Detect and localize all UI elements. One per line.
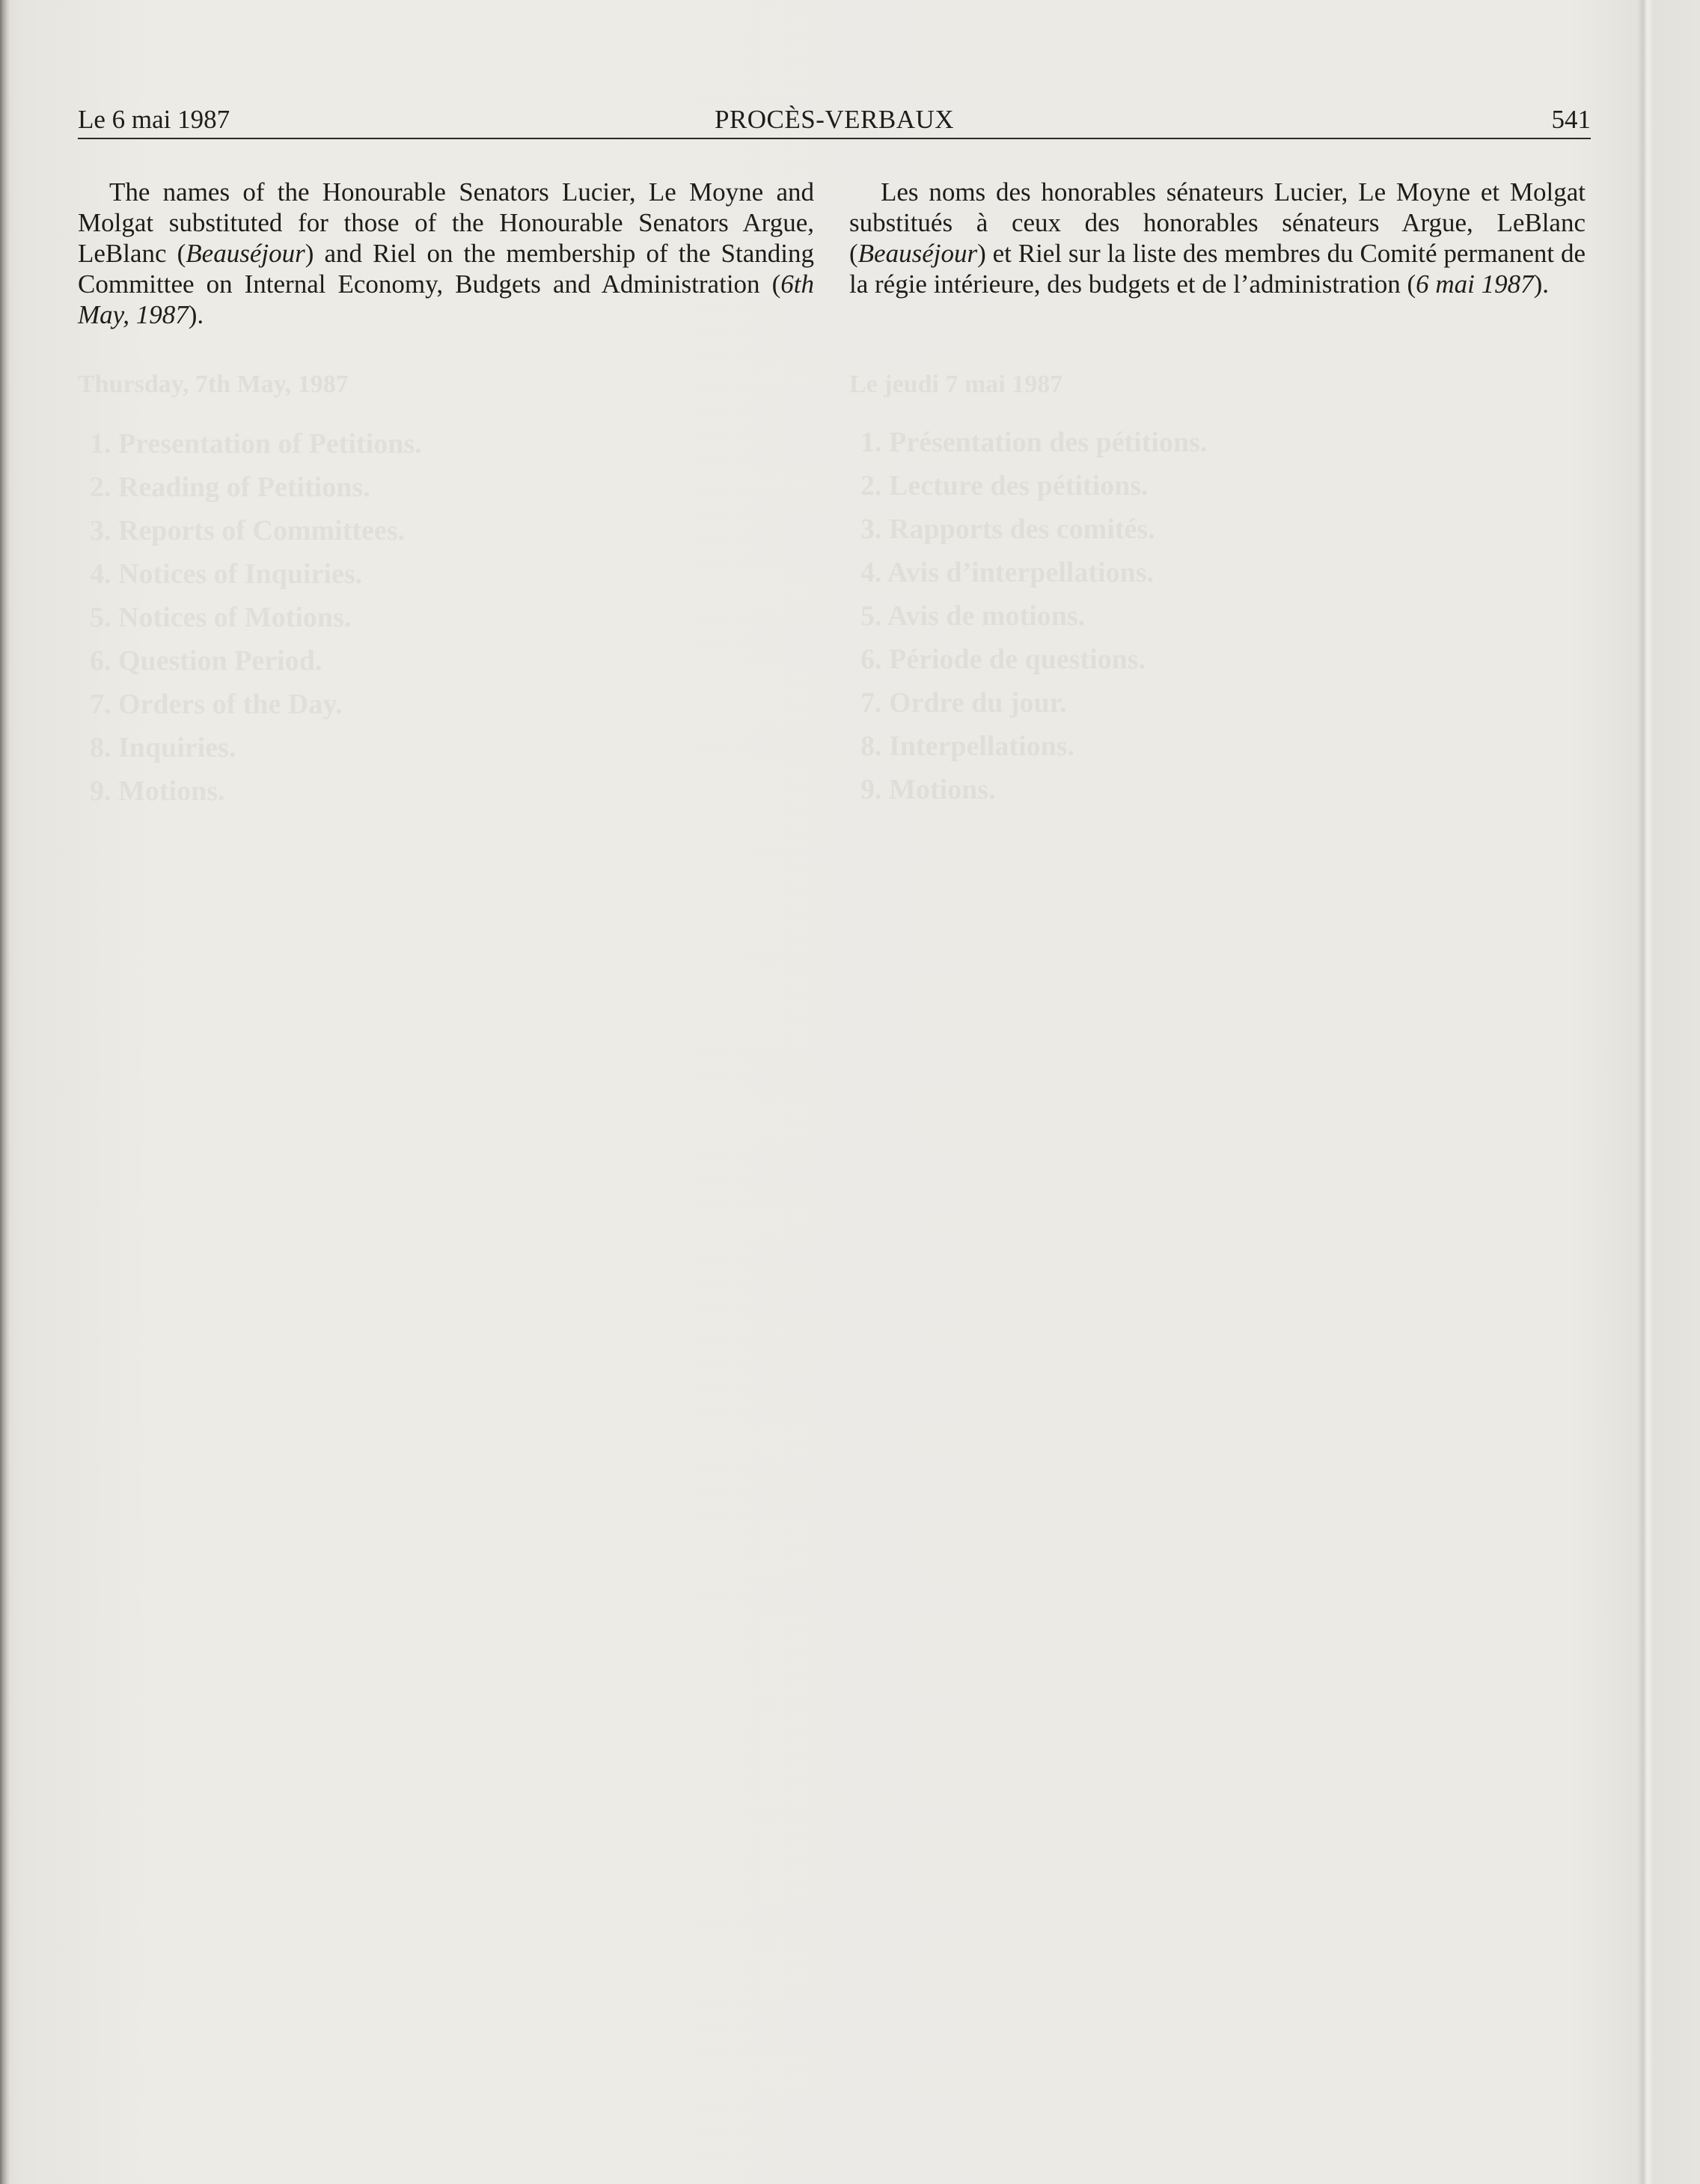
french-italic-date: 6 mai 1987	[1416, 269, 1534, 299]
bleed-through-list-item: 8. Inquiries.	[90, 732, 236, 763]
french-text-mid: ) et Riel sur la liste des membres du Comité permanent de la régie intérieure, des budgets et de l’administration (	[849, 239, 1586, 299]
french-italic-riding: Beauséjour	[857, 239, 978, 268]
bleed-through-french-date: Le jeudi 7 mai 1987	[849, 370, 1063, 398]
header-date: Le 6 mai 1987	[78, 105, 230, 134]
english-column	[78, 177, 814, 330]
french-column	[849, 177, 1586, 299]
bleed-through-french-list	[860, 421, 1207, 811]
bleed-through-list-item: 4. Avis d’interpellations.	[860, 557, 1154, 588]
english-text-start: The names of the Honourable Senators Lucier, Le Moyne and Molgat substituted for those of the Honourable Senators Argue, LeBlanc (	[78, 177, 814, 268]
bleed-through-list-item: 2. Reading of Petitions.	[90, 472, 370, 503]
english-italic-date: 6th May, 1987	[78, 269, 814, 329]
english-text-mid: ) and Riel on the membership of the Standing Committee on Internal Economy, Budgets and Administration (	[78, 239, 814, 299]
bleed-through-list-item: 9. Motions.	[860, 774, 996, 805]
bleed-through-list-item: 3. Rapports des comités.	[860, 513, 1155, 545]
bleed-through-english-list	[90, 422, 422, 813]
bleed-through-list-item: 1. Présentation des pétitions.	[860, 427, 1208, 458]
page-fold-shadow	[1637, 0, 1654, 2184]
bleed-through-english-date: Thursday, 7th May, 1987	[78, 370, 349, 398]
bleed-through-list-item: 6. Période de questions.	[860, 644, 1146, 675]
english-italic-riding: Beauséjour	[186, 239, 305, 268]
binding-spine	[0, 0, 10, 2184]
header-rule	[78, 138, 1591, 139]
bleed-through-list-item: 6. Question Period.	[90, 645, 322, 677]
french-paragraph	[849, 177, 1586, 299]
bleed-through-list-item: 9. Motions.	[90, 775, 225, 807]
english-paragraph	[78, 177, 814, 330]
bleed-through-list-item: 8. Interpellations.	[860, 730, 1075, 762]
french-text-start: Les noms des honorables sénateurs Lucier, Le Moyne et Molgat substitués à ceux des honorables sénateurs Argue, LeBlanc (	[849, 177, 1586, 268]
page-number: 541	[1551, 105, 1591, 134]
running-header	[78, 102, 1591, 138]
bleed-through-list-item: 4. Notices of Inquiries.	[90, 558, 363, 590]
bleed-through-list-item: 7. Ordre du jour.	[860, 687, 1067, 719]
bleed-through-list-item: 5. Avis de motions.	[860, 600, 1086, 632]
english-text-end: ).	[188, 300, 204, 329]
bleed-through-list-item: 3. Reports of Committees.	[90, 515, 406, 546]
bleed-through-list-item: 1. Presentation of Petitions.	[90, 428, 422, 460]
bleed-through-list-item: 2. Lecture des pétitions.	[860, 470, 1149, 501]
bleed-through-list-item: 7. Orders of the Day.	[90, 689, 343, 720]
french-text-end: ).	[1533, 269, 1550, 299]
header-title: PROCÈS-VERBAUX	[714, 105, 955, 134]
bleed-through-list-item: 5. Notices of Motions.	[90, 602, 352, 633]
